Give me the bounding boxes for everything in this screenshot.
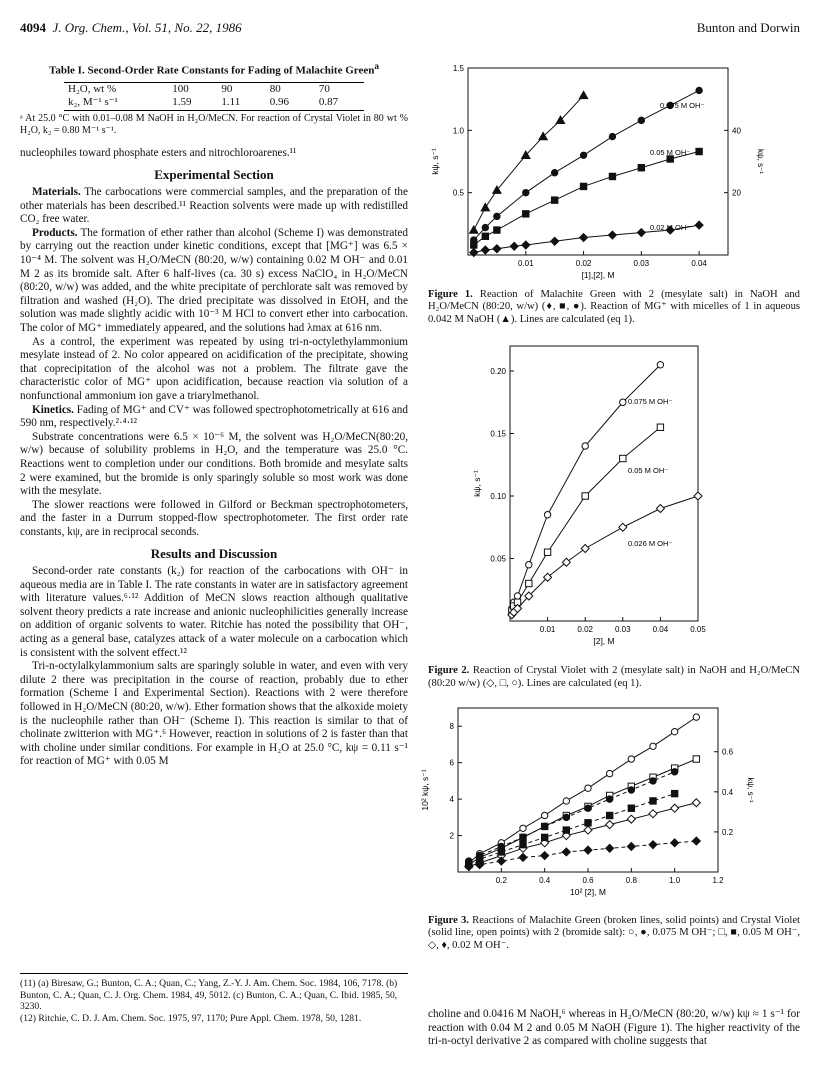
data-point xyxy=(581,545,589,553)
data-point xyxy=(563,814,569,820)
data-point xyxy=(692,799,700,807)
data-point xyxy=(582,443,588,449)
data-point xyxy=(657,424,663,430)
page-number: 4094 xyxy=(20,20,46,35)
data-point xyxy=(609,173,615,179)
data-point xyxy=(671,769,677,775)
data-point xyxy=(649,841,657,849)
yr-tick-label: 0.6 xyxy=(722,747,734,757)
table1-footnote: ᵃ At 25.0 °C with 0.01–0.08 M NaOH in H₂O/MeCN. For reaction of Crystal Violet in 80 wt % H₂O, k₂ = 0.80 M⁻¹ s⁻¹. xyxy=(20,112,408,136)
data-point xyxy=(585,820,591,826)
series-label: 0.05 M OH⁻ xyxy=(628,466,669,476)
y-tick-label: 6 xyxy=(449,758,454,768)
table1-cell: 70 xyxy=(315,82,364,96)
results-paragraph-2: Tri-n-octylalkylammonium salts are sparingly soluble in water, and even with very dilute 2 there was precipitation in the course of reaction, probably due to ether formation (Scheme I and Experimental Section). Reactions with 2 were therefore followed in H₂O/MeCN (80:20, w/w). Ether formation shows that the alkoxide moiety is the nucleophile rather than OH⁻ (Scheme I). This reaction is similar to that of cholinate zwitterion with MG⁺.⁶ However, reaction in solutions of 2 is faster than that with choline under similar conditions. For example in H₂O at 25.0 °C, kψ = 0.11 s⁻¹ for reaction of MG⁺ with 0.05 M xyxy=(20,660,408,768)
x-tick-label: 0.02 xyxy=(575,259,592,268)
data-point xyxy=(481,246,489,254)
right-column-text: choline and 0.0416 M NaOH,⁶ whereas in H₂O/MeCN (80:20, w/w) kψ ≈ 1 s⁻¹ for reaction with 0.04 M 2 and 0.05 M NaOH (Figure 1). The higher reactivity of the tri-n-octyl derivative 2 as compared with choline suggests that xyxy=(428,1008,800,1048)
figure-2-chart xyxy=(428,336,800,656)
y-tick-label: 1.5 xyxy=(452,64,464,73)
data-point xyxy=(497,857,505,865)
x-tick-label: 0.2 xyxy=(495,876,507,886)
y-tick-label: 0.5 xyxy=(452,188,464,198)
spectro-paragraph: The slower reactions were followed in Gilford or Beckman spectrophotometers, and the faster in a Durrum stopped-flow spectrophotometer. The first order rate constants, kψ, are in reciprocal seconds. xyxy=(20,498,408,538)
y-axis-label: kψ, s⁻¹ xyxy=(472,470,482,498)
data-point xyxy=(584,846,592,854)
data-point xyxy=(541,852,549,860)
series-label: 0.02 M OH⁻ xyxy=(650,223,691,232)
data-point xyxy=(627,815,635,823)
x-tick-label: 0.6 xyxy=(582,876,594,886)
data-point xyxy=(620,399,626,405)
y-axis-label: kψ, s⁻¹ xyxy=(430,148,440,175)
data-point xyxy=(541,834,547,840)
x-axis-label: [2], M xyxy=(593,636,615,647)
data-point xyxy=(519,854,527,862)
y-tick-label: 8 xyxy=(449,722,454,732)
table1-row1-label: H₂O, wt % xyxy=(64,82,168,96)
running-authors: Bunton and Dorwin xyxy=(696,20,800,35)
figure-2 xyxy=(428,336,800,690)
data-point xyxy=(620,456,626,462)
data-point xyxy=(498,849,504,855)
data-point xyxy=(606,796,612,802)
table1-row2-label: k₂, M⁻¹ s⁻¹ xyxy=(64,96,168,110)
x-tick-label: 0.03 xyxy=(615,625,631,635)
footnotes xyxy=(20,973,408,1024)
left-column xyxy=(20,60,408,769)
x-tick-label: 0.8 xyxy=(625,876,637,886)
figure-3-chart xyxy=(420,700,800,906)
data-point xyxy=(650,798,656,804)
materials-paragraph: Materials. The carbocations were commercial samples, and the preparation of the other materials has been described.¹¹ Reaction solvents were made up with redistilled CO₂ free water. xyxy=(20,186,408,226)
series-line xyxy=(474,90,699,240)
data-point xyxy=(585,805,591,811)
series-3 xyxy=(508,492,702,619)
data-point xyxy=(481,203,489,210)
figure-3-caption: Figure 3. Reactions of Malachite Green (broken lines, solid points) and Crystal Violet (solid line, open points) with 2 (bromide salt): ○, ●, 0.075 M OH⁻; □, ■, 0.05 M OH⁻, ◇, ♦, 0.02 M OH⁻. xyxy=(428,914,800,951)
table1-cell: 80 xyxy=(266,82,315,96)
data-point xyxy=(551,197,557,203)
y-right-axis-label: kψ, s⁻¹ xyxy=(756,148,765,175)
series-label: 0.05 M OH⁻ xyxy=(650,148,691,157)
data-point xyxy=(696,148,702,154)
data-point xyxy=(650,778,656,784)
data-point xyxy=(606,821,614,829)
intro-paragraph: nucleophiles toward phosphate esters and nitrochloroarenes.¹¹ xyxy=(20,146,297,159)
yr-tick-label: 0.4 xyxy=(722,787,734,797)
series-line xyxy=(512,496,698,615)
table1-cell: 1.11 xyxy=(217,96,265,110)
journal-citation xyxy=(20,20,242,36)
right-column xyxy=(420,60,800,953)
x-tick-label: 0.04 xyxy=(691,259,707,268)
control-paragraph: As a control, the experiment was repeated by using tri-n-octylethylammonium mesylate instead of 2. No color appeared on acidification of the precipitate, showing that coprecipitation of the alcohol was not a problem. The filtrate gave the characteristic color of MG⁺ upon acidification, because reaction via solution of a nonfunctional ammonium ion gave a triarylmethanol. xyxy=(20,335,408,402)
series-label: 0.026 M OH⁻ xyxy=(628,539,673,549)
y-tick-label: 0.05 xyxy=(490,554,506,564)
data-point xyxy=(671,729,677,735)
data-point xyxy=(637,229,645,237)
table1-cell: 90 xyxy=(217,82,265,96)
yr-tick-label: 40 xyxy=(732,126,741,136)
y-tick-label: 0.10 xyxy=(490,492,506,502)
data-point xyxy=(696,87,702,93)
data-point xyxy=(541,812,547,818)
series-label: 0.075 M OH⁻ xyxy=(628,397,673,407)
data-point xyxy=(520,834,526,840)
data-point xyxy=(638,117,644,123)
series-label: 0.075 M OH⁻ xyxy=(660,101,705,110)
data-point xyxy=(541,823,547,829)
data-point xyxy=(693,714,699,720)
data-point xyxy=(494,227,500,233)
x-tick-label: 1.0 xyxy=(669,876,681,886)
x-tick-label: 0.03 xyxy=(633,259,650,268)
data-point xyxy=(692,837,700,845)
data-point xyxy=(551,237,559,245)
x-tick-label: 0.02 xyxy=(577,625,593,635)
x-axis-label: 10² [2], M xyxy=(570,887,606,898)
data-point xyxy=(551,170,557,176)
table1-cell: 1.59 xyxy=(168,96,217,110)
data-point xyxy=(510,242,518,250)
footnote-12: (12) Ritchie, C. D. J. Am. Chem. Soc. 1975, 97, 1170; Pure Appl. Chem. 1978, 50, 1281. xyxy=(20,1012,362,1024)
data-point xyxy=(606,844,614,852)
series-1 xyxy=(471,87,703,243)
y-tick-label: 0.20 xyxy=(490,367,506,377)
data-point xyxy=(671,804,679,812)
page-header xyxy=(20,20,800,42)
x-tick-label: 0.01 xyxy=(539,625,556,635)
data-point xyxy=(606,812,612,818)
data-point xyxy=(582,493,588,499)
data-point xyxy=(649,810,657,818)
data-point xyxy=(580,152,586,158)
figure-1-caption: Figure 1. Reaction of Malachite Green with 2 (mesylate salt) in NaOH and H₂O/MeCN (80:20, w/w) (♦, ■, ●). Reaction of MG⁺ with micelles of 1 in aqueous 0.042 M NaOH (▲). Lines are calculated (eq 1). xyxy=(428,288,800,325)
data-point xyxy=(522,241,530,249)
figure-1-chart xyxy=(428,60,800,280)
data-point xyxy=(693,756,699,762)
data-point xyxy=(580,234,588,242)
data-point xyxy=(523,211,529,217)
x-tick-label: 0.01 xyxy=(517,259,534,268)
figure-1 xyxy=(428,60,800,326)
products-paragraph: Products. The formation of ether rather than alcohol (Scheme I) was demonstrated by carrying out the reaction under kinetic conditions, except that [MG⁺] was 6.5 × 10⁻⁴ M. The solvent was H₂O/MeCN (80:20, w/w) containing 0.02 M OH⁻ and 0.01 M 2 as its bromide salt. After 6 half-lives (ca. 30 s) excess NaClO₄ in H₂O/MeCN (80:20, w/w) was added, and the white precipitate of perchlorate salt was removed by filtration and washed (H₂O). The dried precipitate was dissolved in EtOH, and the solution was made slightly acidic with 10⁻³ M HCl to convert ether into carbocation. The color of MG⁺ immediately appeared, and the solutions had λmax at 616 nm. xyxy=(20,226,408,334)
data-point xyxy=(579,91,587,98)
y-axis-label: 10² kψ, s⁻¹ xyxy=(420,769,430,811)
data-point xyxy=(471,242,477,248)
footnote-11: (11) (a) Biresaw, G.; Bunton, C. A.; Quan, C.; Yang, Z.-Y. J. Am. Chem. Soc. 1984, 106, 7178. (b) Bunton, C. A.; Quan, C. J. Org. Chem. 1984, 49, 5012. (c) Bunton, C. A.; Quan, C. Ibid. 1985, 50, 3230. xyxy=(20,978,398,1012)
data-point xyxy=(520,825,526,831)
table1-caption-mark: a xyxy=(374,61,379,71)
data-point xyxy=(494,213,500,219)
data-point xyxy=(563,798,569,804)
data-point xyxy=(628,787,634,793)
kinetics-paragraph: Kinetics. Fading of MG⁺ and CV⁺ was followed spectrophotometrically at 616 and 590 nm, respectively.²·⁴·¹² xyxy=(20,403,408,430)
table1 xyxy=(64,82,364,111)
experimental-heading: Experimental Section xyxy=(154,167,274,183)
data-point xyxy=(526,581,532,587)
journal-name: J. Org. Chem., Vol. 51, No. 22, 1986 xyxy=(52,20,242,35)
data-point xyxy=(606,771,612,777)
x-axis-label: [1],[2], M xyxy=(581,270,615,280)
x-tick-label: 0.04 xyxy=(652,625,669,635)
series-5 xyxy=(466,791,678,867)
x-tick-label: 0.4 xyxy=(539,876,551,886)
data-point xyxy=(628,756,634,762)
yr-tick-label: 20 xyxy=(732,188,741,198)
substrate-paragraph: Substrate concentrations were 6.5 × 10⁻⁶ M, the solvent was H₂O/MeCN(80:20, w/w) because of solubility problems in H₂O, and the temperature was 25.0 °C. Reactions went to completion under our conditions. Both bromide and mesylate salts 2 were examined, but the bromide is only sparingly soluble so most work was done with the mesylate. xyxy=(20,430,408,498)
data-point xyxy=(544,549,550,555)
data-point xyxy=(585,785,591,791)
data-point xyxy=(619,524,627,532)
y-tick-label: 4 xyxy=(449,795,454,805)
data-point xyxy=(562,848,570,856)
table1-cell: 0.96 xyxy=(266,96,315,110)
data-point xyxy=(608,231,616,239)
results-heading: Results and Discussion xyxy=(150,546,278,562)
x-tick-label: 1.2 xyxy=(712,876,724,886)
figure-3 xyxy=(420,700,800,952)
data-point xyxy=(482,224,488,230)
data-point xyxy=(650,743,656,749)
data-point xyxy=(520,842,526,848)
data-point xyxy=(657,362,663,368)
table1-cell: 0.87 xyxy=(315,96,364,110)
x-tick-label: 0.05 xyxy=(690,625,706,635)
series-line xyxy=(474,95,584,230)
results-paragraph-1: Second-order rate constants (k₂) for reaction of the carbocations with OH⁻ in aqueous media are in Table I. The rate constants in water are in satisfactory agreement with literature values.⁶·¹² Addition of MeCN slows reaction although qualitative solvent theory predicts a rate increase and anionic nucleophilicities generally increase on addition of organic solvents to water. Ritchie has noted the possibility that OH⁻, acting as a general base, catalyzes attack of a water molecule on a carbocation which is consistent with the solvent effect.¹² xyxy=(20,565,408,659)
series-2 xyxy=(509,424,664,614)
data-point xyxy=(493,245,501,253)
y-tick-label: 2 xyxy=(449,831,454,841)
data-point xyxy=(627,843,635,851)
data-point xyxy=(671,839,679,847)
data-point xyxy=(584,826,592,834)
data-point xyxy=(482,233,488,239)
plot-frame xyxy=(510,346,698,621)
data-point xyxy=(628,805,634,811)
data-point xyxy=(563,827,569,833)
data-point xyxy=(695,221,703,229)
y-right-axis-label: kψ, s⁻¹ xyxy=(746,777,755,803)
data-point xyxy=(580,183,586,189)
data-point xyxy=(526,562,532,568)
data-point xyxy=(470,226,478,233)
data-point xyxy=(523,189,529,195)
series-2 xyxy=(471,148,703,248)
data-point xyxy=(671,791,677,797)
figure-2-caption: Figure 2. Reaction of Crystal Violet with 2 (mesylate salt) in NaOH and H₂O/MeCN (80:20 w/w) (◇, □, ○). Lines are calculated (eq 1). xyxy=(428,664,800,689)
table1-caption: Table I. Second-Order Rate Constants for Fading of Malachite Green$^a$ xyxy=(49,61,379,77)
table1-cell: 100 xyxy=(168,82,217,96)
yr-tick-label: 0.2 xyxy=(722,828,734,838)
y-tick-label: 0.15 xyxy=(490,429,506,439)
y-tick-label: 1.0 xyxy=(452,126,464,136)
data-point xyxy=(656,505,664,513)
data-point xyxy=(609,133,615,139)
data-point xyxy=(544,512,550,518)
data-point xyxy=(694,492,702,500)
data-point xyxy=(638,165,644,171)
